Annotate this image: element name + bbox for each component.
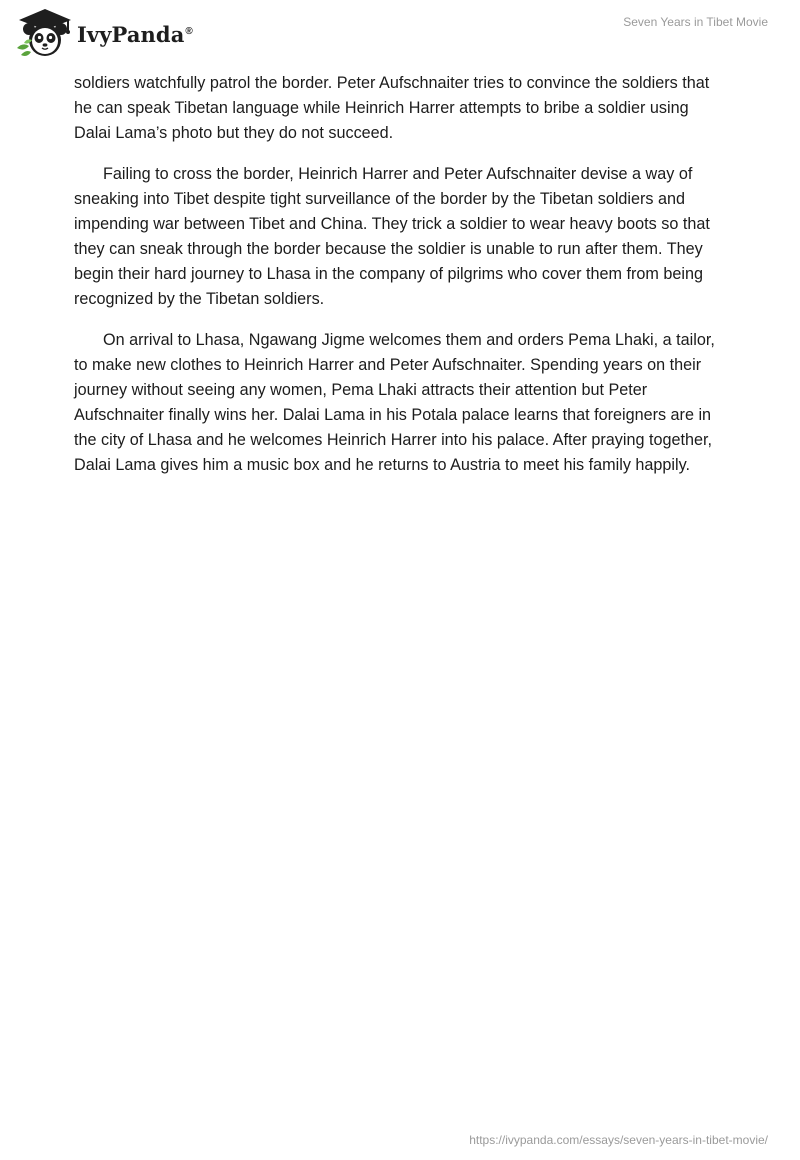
- registered-mark: ®: [185, 25, 193, 37]
- paragraph: soldiers watchfully patrol the border. Peter Aufschnaiter tries to convince the soldiers that he can speak Tibetan language while Heinrich Harrer attempts to bribe a soldier using Dalai Lama’s photo but they do not succeed.: [74, 74, 710, 142]
- brand-name: IvyPanda®: [77, 21, 193, 47]
- ivypanda-logo[interactable]: [15, 8, 193, 58]
- page-header: [0, 0, 800, 64]
- source-url[interactable]: https://ivypanda.com/essays/seven-years-in-tibet-movie/: [469, 1133, 768, 1147]
- paragraph: On arrival to Lhasa, Ngawang Jigme welcomes them and orders Pema Lhaki, a tailor, to make new clothes to Heinrich Harrer and Peter Aufschnaiter. Spending years on their journey without seeing any women, Pema Lhaki attracts their attention but Peter Aufschnaiter finally wins her. Dalai Lama in his Potala palace learns that foreigners are in the city of Lhasa and he welcomes Heinrich Harrer into his palace. After praying together, Dalai Lama gives him a music box and he returns to Austria to meet his family happily.: [74, 331, 715, 474]
- document-title: Seven Years in Tibet Movie: [623, 15, 768, 29]
- essay-body: [74, 71, 726, 494]
- paragraph: Failing to cross the border, Heinrich Harrer and Peter Aufschnaiter devise a way of sneaking into Tibet despite tight surveillance of the border by the Tibetan soldiers and impending war between Tibet and China. They trick a soldier to wear heavy boots so that they can sneak through the border because the soldier is unable to run after them. They begin their hard journey to Lhasa in the company of pilgrims who cover them from being recognized by the Tibetan soldiers.: [74, 165, 710, 308]
- panda-graduation-cap-icon: [15, 8, 73, 58]
